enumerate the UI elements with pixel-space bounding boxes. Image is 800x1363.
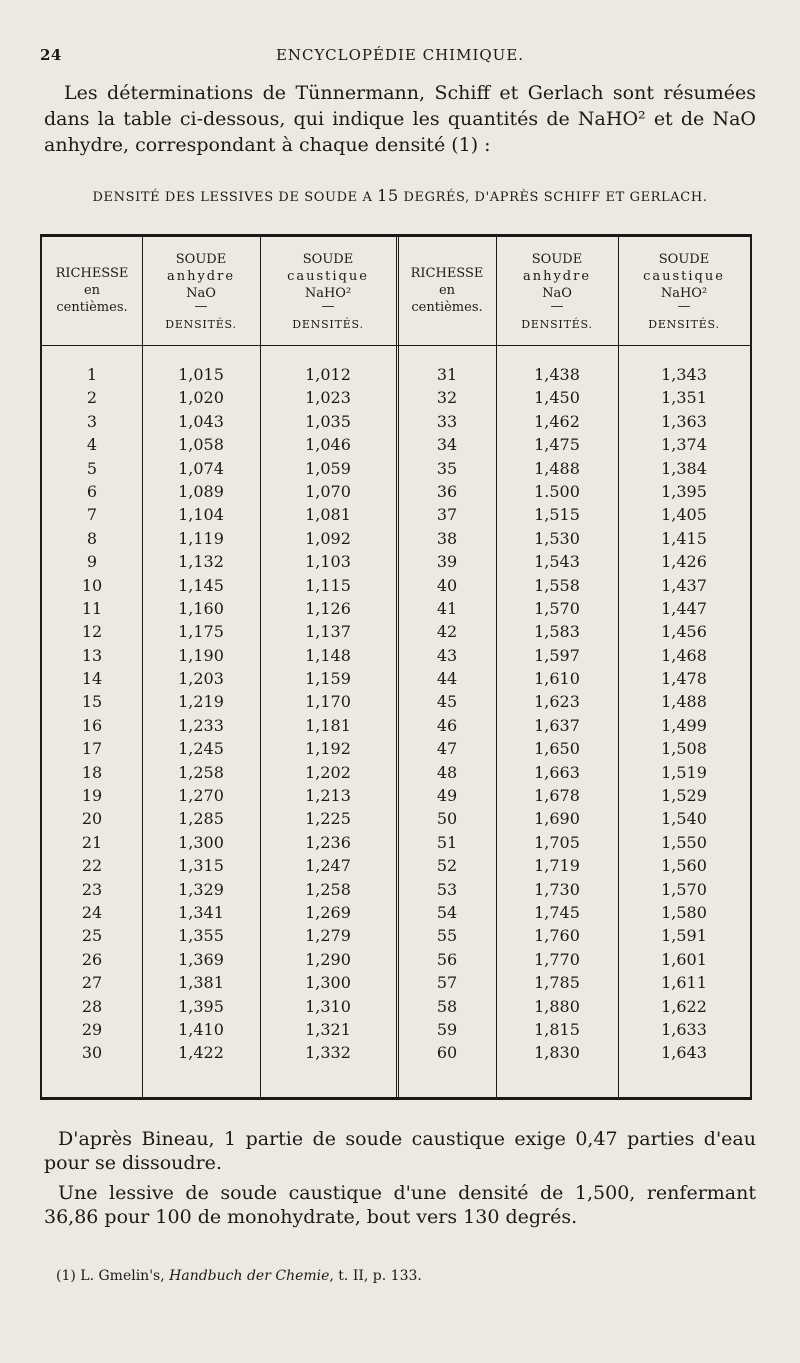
cell-anhydre-right: 1,610 — [534, 669, 580, 689]
table-row — [42, 739, 750, 762]
cell-anhydre-left: 1,300 — [178, 832, 224, 852]
cell-anhydre-left: 1,119 — [178, 528, 224, 548]
cell-anhydre-right: 1,583 — [534, 622, 580, 642]
cell-richesse-right: 44 — [436, 669, 458, 689]
cell-richesse-left: 26 — [81, 949, 103, 969]
cell-richesse-left: 11 — [81, 598, 103, 618]
table-row — [42, 529, 750, 552]
cell-caustique-right: 1,343 — [661, 365, 707, 384]
cell-caustique-left: 1,321 — [305, 1019, 351, 1039]
table-row — [42, 459, 750, 482]
cell-anhydre-right: 1,570 — [534, 598, 580, 618]
table-row — [42, 926, 750, 949]
cell-richesse-left: 5 — [86, 458, 98, 478]
cell-anhydre-right: 1,690 — [534, 809, 580, 829]
table-row — [42, 435, 750, 458]
cell-anhydre-right: 1,705 — [534, 832, 580, 852]
cell-richesse-left: 14 — [81, 669, 103, 689]
cell-richesse-right: 32 — [436, 388, 458, 408]
header-soude-caustique-left: SOUDE caustique NaHO² — DENSITÉS. — [287, 252, 369, 331]
cell-anhydre-right: 1,438 — [534, 365, 580, 384]
cell-anhydre-right: 1,785 — [534, 973, 580, 993]
cell-anhydre-right: 1.500 — [534, 481, 580, 501]
table-row — [42, 599, 750, 622]
table-row — [42, 388, 750, 411]
cell-richesse-left: 1 — [86, 365, 98, 384]
cell-caustique-left: 1,170 — [305, 692, 351, 712]
cell-caustique-left: 1,081 — [305, 505, 351, 525]
cell-caustique-left: 1,137 — [305, 622, 351, 642]
cell-anhydre-right: 1,880 — [534, 996, 580, 1016]
cell-caustique-right: 1,560 — [661, 856, 707, 876]
caption-number: 15 — [377, 186, 399, 205]
cell-richesse-right: 58 — [436, 996, 458, 1016]
cell-anhydre-left: 1,175 — [178, 622, 224, 642]
cell-anhydre-right: 1,760 — [534, 926, 580, 946]
table-row — [42, 365, 750, 388]
cell-caustique-left: 1,092 — [305, 528, 351, 548]
cell-anhydre-left: 1,233 — [178, 715, 224, 735]
table-row — [42, 809, 750, 832]
cell-anhydre-left: 1,074 — [178, 458, 224, 478]
cell-anhydre-left: 1,190 — [178, 645, 224, 665]
cell-caustique-right: 1,374 — [661, 435, 707, 455]
cell-anhydre-right: 1,678 — [534, 786, 580, 806]
cell-richesse-left: 12 — [81, 622, 103, 642]
table-row — [42, 856, 750, 879]
header-richesse-right: RICHESSE en centièmes. — [410, 266, 484, 315]
cell-richesse-left: 2 — [86, 388, 98, 408]
cell-richesse-left: 17 — [81, 739, 103, 759]
cell-caustique-right: 1,529 — [661, 786, 707, 806]
header-soude-anhydre-left: SOUDE anhydre NaO — DENSITÉS. — [165, 252, 237, 331]
cell-anhydre-right: 1,543 — [534, 552, 580, 572]
table-row — [42, 505, 750, 528]
cell-anhydre-right: 1,637 — [534, 715, 580, 735]
cell-richesse-right: 38 — [436, 528, 458, 548]
page-header — [40, 42, 760, 68]
cell-anhydre-left: 1,315 — [178, 856, 224, 876]
cell-anhydre-left: 1,341 — [178, 902, 224, 922]
cell-richesse-left: 25 — [81, 926, 103, 946]
cell-caustique-right: 1,384 — [661, 458, 707, 478]
cell-caustique-right: 1,363 — [661, 411, 707, 431]
cell-caustique-right: 1,426 — [661, 552, 707, 572]
cell-richesse-right: 35 — [436, 458, 458, 478]
cell-caustique-right: 1,601 — [661, 949, 707, 969]
caption-part-1: DENSITÉ DES LESSIVES DE SOUDE A — [92, 190, 378, 205]
cell-caustique-left: 1,192 — [305, 739, 351, 759]
cell-anhydre-right: 1,830 — [534, 1043, 580, 1063]
cell-anhydre-right: 1,815 — [534, 1019, 580, 1039]
cell-caustique-left: 1,332 — [305, 1043, 351, 1063]
cell-richesse-left: 6 — [86, 481, 98, 501]
cell-anhydre-right: 1,462 — [534, 411, 580, 431]
cell-richesse-right: 37 — [436, 505, 458, 525]
table-row — [42, 786, 750, 809]
cell-anhydre-left: 1,104 — [178, 505, 224, 525]
cell-anhydre-left: 1,043 — [178, 411, 224, 431]
cell-richesse-right: 31 — [436, 365, 458, 384]
cell-anhydre-right: 1,488 — [534, 458, 580, 478]
cell-richesse-right: 56 — [436, 949, 458, 969]
cell-caustique-left: 1,035 — [305, 411, 351, 431]
density-table — [40, 234, 752, 1100]
table-row — [42, 646, 750, 669]
cell-richesse-right: 43 — [436, 645, 458, 665]
cell-richesse-left: 19 — [81, 786, 103, 806]
cell-richesse-right: 47 — [436, 739, 458, 759]
cell-anhydre-left: 1,369 — [178, 949, 224, 969]
table-row — [42, 1020, 750, 1043]
table-row — [42, 552, 750, 575]
cell-richesse-left: 16 — [81, 715, 103, 735]
cell-caustique-right: 1,447 — [661, 598, 707, 618]
closing-paragraphs — [44, 1127, 756, 1235]
cell-caustique-right: 1,468 — [661, 645, 707, 665]
table-row — [42, 576, 750, 599]
cell-caustique-left: 1,046 — [305, 435, 351, 455]
cell-anhydre-right: 1,745 — [534, 902, 580, 922]
table-row — [42, 833, 750, 856]
header-richesse-left: RICHESSE en centièmes. — [55, 266, 129, 315]
cell-anhydre-left: 1,395 — [178, 996, 224, 1016]
cell-anhydre-right: 1,663 — [534, 762, 580, 782]
header-soude-anhydre-right: SOUDE anhydre NaO — DENSITÉS. — [521, 252, 593, 331]
cell-anhydre-left: 1,132 — [178, 552, 224, 572]
cell-caustique-left: 1,148 — [305, 645, 351, 665]
cell-anhydre-left: 1,258 — [178, 762, 224, 782]
cell-richesse-right: 34 — [436, 435, 458, 455]
header-rule — [42, 345, 750, 346]
table-body — [42, 365, 750, 1067]
cell-caustique-right: 1,508 — [661, 739, 707, 759]
cell-anhydre-right: 1,770 — [534, 949, 580, 969]
intro-text: Les déterminations de Tünnermann, Schiff et Gerlach sont résumées dans la table ci-dessous, qui indique les quantités de NaHO² et de NaO anhydre, correspondant à chaque densité (1) : — [44, 82, 756, 156]
cell-anhydre-left: 1,020 — [178, 388, 224, 408]
caption-part-2: DEGRÉS, D'APRÈS SCHIFF ET GERLACH. — [398, 190, 708, 205]
table-row — [42, 903, 750, 926]
cell-richesse-right: 46 — [436, 715, 458, 735]
running-head: ENCYCLOPÉDIE CHIMIQUE. — [275, 46, 525, 64]
cell-richesse-right: 50 — [436, 809, 458, 829]
paragraph-bineau: D'après Bineau, 1 partie de soude caustique exige 0,47 parties d'eau pour se dissoudre. — [44, 1128, 756, 1174]
cell-richesse-left: 21 — [81, 832, 103, 852]
cell-caustique-right: 1,437 — [661, 575, 707, 595]
cell-richesse-left: 13 — [81, 645, 103, 665]
cell-richesse-left: 22 — [81, 856, 103, 876]
cell-richesse-right: 36 — [436, 481, 458, 501]
cell-caustique-right: 1,591 — [661, 926, 707, 946]
cell-richesse-left: 9 — [86, 552, 98, 572]
cell-richesse-right: 45 — [436, 692, 458, 712]
cell-anhydre-right: 1,558 — [534, 575, 580, 595]
cell-richesse-left: 8 — [86, 528, 98, 548]
cell-richesse-left: 29 — [81, 1019, 103, 1039]
cell-caustique-right: 1,395 — [661, 481, 707, 501]
cell-caustique-right: 1,415 — [661, 528, 707, 548]
table-row — [42, 692, 750, 715]
cell-richesse-right: 41 — [436, 598, 458, 618]
cell-anhydre-left: 1,355 — [178, 926, 224, 946]
cell-anhydre-left: 1,329 — [178, 879, 224, 899]
table-row — [42, 973, 750, 996]
cell-caustique-left: 1,279 — [305, 926, 351, 946]
cell-richesse-left: 7 — [86, 505, 98, 525]
cell-richesse-right: 42 — [436, 622, 458, 642]
cell-anhydre-left: 1,381 — [178, 973, 224, 993]
cell-anhydre-left: 1,089 — [178, 481, 224, 501]
cell-caustique-right: 1,478 — [661, 669, 707, 689]
intro-paragraph — [44, 80, 756, 158]
cell-anhydre-left: 1,285 — [178, 809, 224, 829]
cell-richesse-right: 59 — [436, 1019, 458, 1039]
cell-caustique-left: 1,247 — [305, 856, 351, 876]
table-row — [42, 669, 750, 692]
table-row — [42, 763, 750, 786]
cell-anhydre-left: 1,160 — [178, 598, 224, 618]
cell-caustique-right: 1,611 — [661, 973, 707, 993]
cell-caustique-left: 1,290 — [305, 949, 351, 969]
paragraph-lessive: Une lessive de soude caustique d'une densité de 1,500, renfermant 36,86 pour 100 de monohydrate, bout vers 130 degrés. — [44, 1182, 756, 1228]
cell-anhydre-left: 1,245 — [178, 739, 224, 759]
cell-richesse-right: 52 — [436, 856, 458, 876]
cell-caustique-left: 1,115 — [305, 575, 351, 595]
cell-richesse-right: 57 — [436, 973, 458, 993]
table-row — [42, 716, 750, 739]
cell-richesse-right: 49 — [436, 786, 458, 806]
cell-richesse-left: 4 — [86, 435, 98, 455]
cell-caustique-left: 1,213 — [305, 786, 351, 806]
cell-caustique-right: 1,519 — [661, 762, 707, 782]
footnote-work-title: Handbuch der Chemie — [169, 1268, 330, 1284]
cell-anhydre-right: 1,530 — [534, 528, 580, 548]
cell-caustique-left: 1,103 — [305, 552, 351, 572]
cell-anhydre-right: 1,515 — [534, 505, 580, 525]
cell-caustique-left: 1,236 — [305, 832, 351, 852]
table-row — [42, 880, 750, 903]
cell-anhydre-right: 1,597 — [534, 645, 580, 665]
cell-richesse-right: 51 — [436, 832, 458, 852]
cell-caustique-left: 1,310 — [305, 996, 351, 1016]
cell-caustique-left: 1,300 — [305, 973, 351, 993]
cell-anhydre-right: 1,450 — [534, 388, 580, 408]
cell-anhydre-right: 1,719 — [534, 856, 580, 876]
cell-caustique-right: 1,550 — [661, 832, 707, 852]
cell-anhydre-right: 1,650 — [534, 739, 580, 759]
cell-richesse-left: 20 — [81, 809, 103, 829]
cell-anhydre-left: 1,219 — [178, 692, 224, 712]
cell-anhydre-left: 1,015 — [178, 365, 224, 384]
cell-anhydre-right: 1,475 — [534, 435, 580, 455]
table-caption — [44, 186, 756, 205]
footnote — [56, 1268, 756, 1284]
cell-caustique-left: 1,258 — [305, 879, 351, 899]
cell-richesse-left: 23 — [81, 879, 103, 899]
cell-caustique-left: 1,070 — [305, 481, 351, 501]
cell-richesse-right: 48 — [436, 762, 458, 782]
cell-richesse-right: 60 — [436, 1043, 458, 1063]
cell-anhydre-left: 1,270 — [178, 786, 224, 806]
cell-caustique-left: 1,159 — [305, 669, 351, 689]
cell-caustique-left: 1,059 — [305, 458, 351, 478]
table-row — [42, 482, 750, 505]
cell-caustique-left: 1,126 — [305, 598, 351, 618]
cell-caustique-right: 1,622 — [661, 996, 707, 1016]
table-row — [42, 622, 750, 645]
cell-richesse-left: 3 — [86, 411, 98, 431]
table-row — [42, 997, 750, 1020]
cell-anhydre-left: 1,058 — [178, 435, 224, 455]
cell-caustique-right: 1,405 — [661, 505, 707, 525]
cell-anhydre-right: 1,730 — [534, 879, 580, 899]
footnote-ref: , t. II, p. 133. — [329, 1268, 422, 1284]
cell-richesse-right: 55 — [436, 926, 458, 946]
table-row — [42, 950, 750, 973]
cell-caustique-left: 1,225 — [305, 809, 351, 829]
table-row — [42, 1043, 750, 1066]
cell-caustique-right: 1,643 — [661, 1043, 707, 1063]
cell-richesse-left: 24 — [81, 902, 103, 922]
cell-anhydre-left: 1,410 — [178, 1019, 224, 1039]
cell-richesse-left: 10 — [81, 575, 103, 595]
cell-caustique-right: 1,499 — [661, 715, 707, 735]
cell-caustique-right: 1,456 — [661, 622, 707, 642]
cell-richesse-right: 33 — [436, 411, 458, 431]
header-soude-caustique-right: SOUDE caustique NaHO² — DENSITÉS. — [643, 252, 725, 331]
cell-richesse-right: 40 — [436, 575, 458, 595]
cell-anhydre-right: 1,623 — [534, 692, 580, 712]
cell-richesse-right: 39 — [436, 552, 458, 572]
cell-caustique-left: 1,181 — [305, 715, 351, 735]
cell-richesse-left: 15 — [81, 692, 103, 712]
cell-richesse-left: 18 — [81, 762, 103, 782]
cell-richesse-right: 53 — [436, 879, 458, 899]
cell-caustique-left: 1,012 — [305, 365, 351, 384]
cell-caustique-right: 1,488 — [661, 692, 707, 712]
cell-caustique-left: 1,269 — [305, 902, 351, 922]
footnote-author: (1) L. Gmelin's, — [56, 1268, 170, 1284]
cell-caustique-right: 1,580 — [661, 902, 707, 922]
cell-richesse-left: 28 — [81, 996, 103, 1016]
cell-anhydre-left: 1,145 — [178, 575, 224, 595]
cell-caustique-left: 1,202 — [305, 762, 351, 782]
cell-anhydre-left: 1,203 — [178, 669, 224, 689]
cell-anhydre-left: 1,422 — [178, 1043, 224, 1063]
cell-caustique-left: 1,023 — [305, 388, 351, 408]
cell-richesse-right: 54 — [436, 902, 458, 922]
table-row — [42, 412, 750, 435]
cell-caustique-right: 1,633 — [661, 1019, 707, 1039]
cell-richesse-left: 27 — [81, 973, 103, 993]
cell-caustique-right: 1,570 — [661, 879, 707, 899]
cell-caustique-right: 1,540 — [661, 809, 707, 829]
cell-caustique-right: 1,351 — [661, 388, 707, 408]
page-number: 24 — [40, 46, 62, 64]
cell-richesse-left: 30 — [81, 1043, 103, 1063]
